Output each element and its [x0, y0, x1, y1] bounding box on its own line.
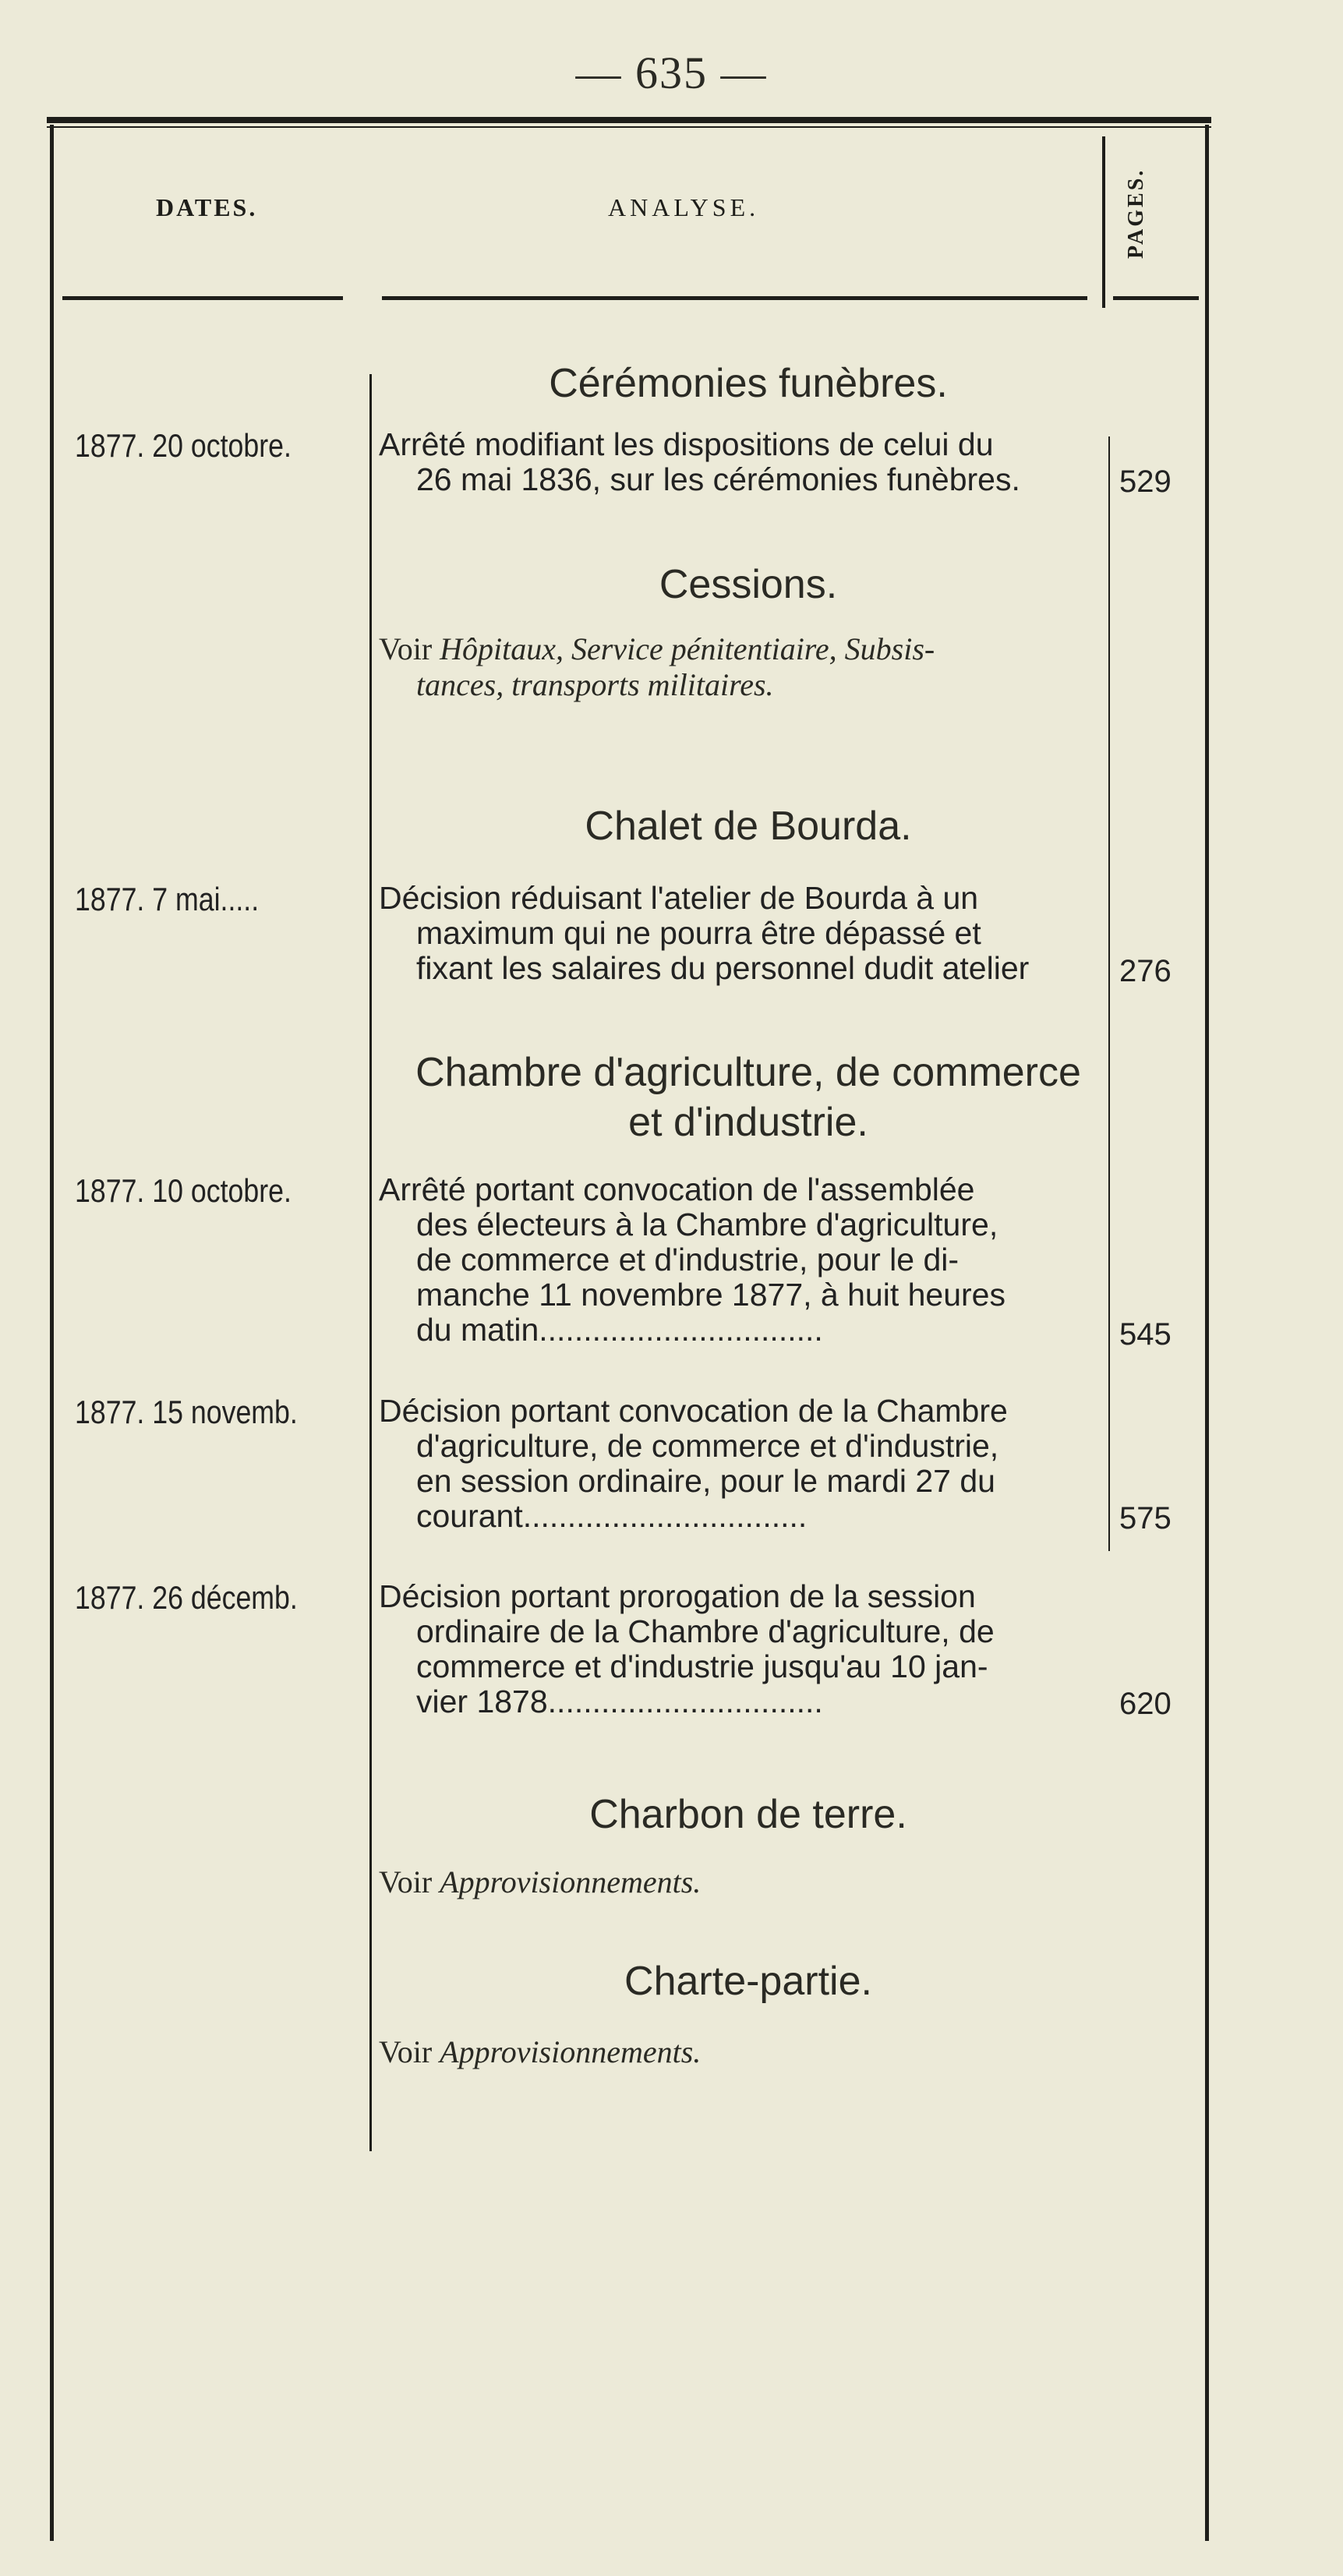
- right-border: [1205, 125, 1209, 2541]
- entry-line: des électeurs à la Chambre d'agriculture,: [416, 1207, 998, 1242]
- entry-line: d'agriculture, de commerce et d'industrie,: [416, 1429, 999, 1464]
- section-title-line: Chambre d'agriculture, de commerce: [415, 1050, 1081, 1095]
- entry-line: Décision portant convocation de la Chambre: [379, 1394, 1008, 1429]
- section-title-charbon: Charbon de terre.: [589, 1792, 907, 1837]
- entry-page: 276: [1119, 954, 1172, 988]
- entry-text: [379, 1579, 1112, 1719]
- left-border: [50, 125, 54, 2541]
- see-reference: Approvisionnements.: [440, 1864, 702, 1899]
- entry-line: de commerce et d'industrie, pour le di-: [416, 1242, 960, 1277]
- see-also-charte: [379, 2034, 1112, 2070]
- entry-date: 1877. 15 novemb.: [75, 1394, 298, 1430]
- see-label: Voir: [379, 2034, 433, 2069]
- header-analyse: ANALYSE.: [608, 193, 760, 221]
- header-dates: DATES.: [156, 193, 258, 221]
- entry-date: 1877. 10 octobre.: [75, 1172, 292, 1209]
- entry-line: commerce et d'industrie jusqu'au 10 jan-: [416, 1649, 988, 1684]
- entry-date: 1877. 7 mai.....: [75, 881, 260, 917]
- entry-text: [379, 881, 1112, 986]
- entry-line: fixant les salaires du personnel dudit atelier: [416, 951, 1030, 986]
- section-title-ceremonies: Cérémonies funèbres.: [549, 361, 948, 406]
- entry-line: maximum qui ne pourra être dépassé et: [416, 916, 981, 951]
- entry-line: Arrêté portant convocation de l'assemblée: [379, 1172, 975, 1207]
- see-also-cessions: [379, 631, 1112, 703]
- entry-line: courant................................: [416, 1499, 808, 1534]
- page-number: — 635 —: [575, 48, 768, 98]
- entry-line: du matin................................: [416, 1313, 823, 1348]
- entry-line: Arrêté modifiant les dispositions de celui du: [379, 427, 994, 462]
- pages-column-divider: [1102, 136, 1105, 308]
- entry-page: 529: [1119, 465, 1172, 499]
- pages-header-rule: [1113, 296, 1199, 300]
- entry-line: vier 1878...............................: [416, 1684, 823, 1719]
- entry-date: 1877. 20 octobre.: [75, 427, 292, 464]
- entry-page: 620: [1119, 1687, 1172, 1721]
- see-label: Voir: [379, 1864, 433, 1899]
- entry-page: 575: [1119, 1501, 1172, 1535]
- section-title-chambre: [379, 1048, 1118, 1147]
- see-reference: tances, transports militaires.: [416, 667, 774, 702]
- dates-header-rule: [62, 296, 343, 300]
- entry-page: 545: [1119, 1317, 1172, 1352]
- top-rule-thin: [47, 126, 1211, 128]
- entry-line: manche 11 novembre 1877, à huit heures: [416, 1277, 1005, 1313]
- entry-text: [379, 1172, 1112, 1348]
- see-also-charbon: [379, 1864, 1112, 1900]
- analyse-header-rule: [382, 296, 1087, 300]
- entry-line: Décision portant prorogation de la session: [379, 1579, 976, 1614]
- section-title-line: et d'industrie.: [628, 1100, 868, 1145]
- section-title-charte: Charte-partie.: [624, 1959, 872, 2004]
- entry-date: 1877. 26 décemb.: [75, 1579, 298, 1616]
- entry-line: en session ordinaire, pour le mardi 27 du: [416, 1464, 995, 1499]
- entry-text: [379, 427, 1112, 497]
- header-pages: PAGES.: [1124, 168, 1148, 260]
- see-reference: Approvisionnements.: [440, 2034, 702, 2069]
- entry-line: ordinaire de la Chambre d'agriculture, de: [416, 1614, 995, 1649]
- entry-line: 26 mai 1836, sur les cérémonies funèbres.: [416, 462, 1020, 497]
- dates-column-divider: [369, 374, 372, 2151]
- entry-line: Décision réduisant l'atelier de Bourda à un: [379, 881, 979, 916]
- entry-text: [379, 1394, 1112, 1534]
- top-rule: [47, 117, 1211, 123]
- see-label: Voir: [379, 631, 433, 666]
- section-title-chalet: Chalet de Bourda.: [585, 804, 912, 849]
- section-title-cessions: Cessions.: [659, 562, 838, 607]
- see-reference: Hôpitaux, Service pénitentiaire, Subsis-: [440, 631, 935, 666]
